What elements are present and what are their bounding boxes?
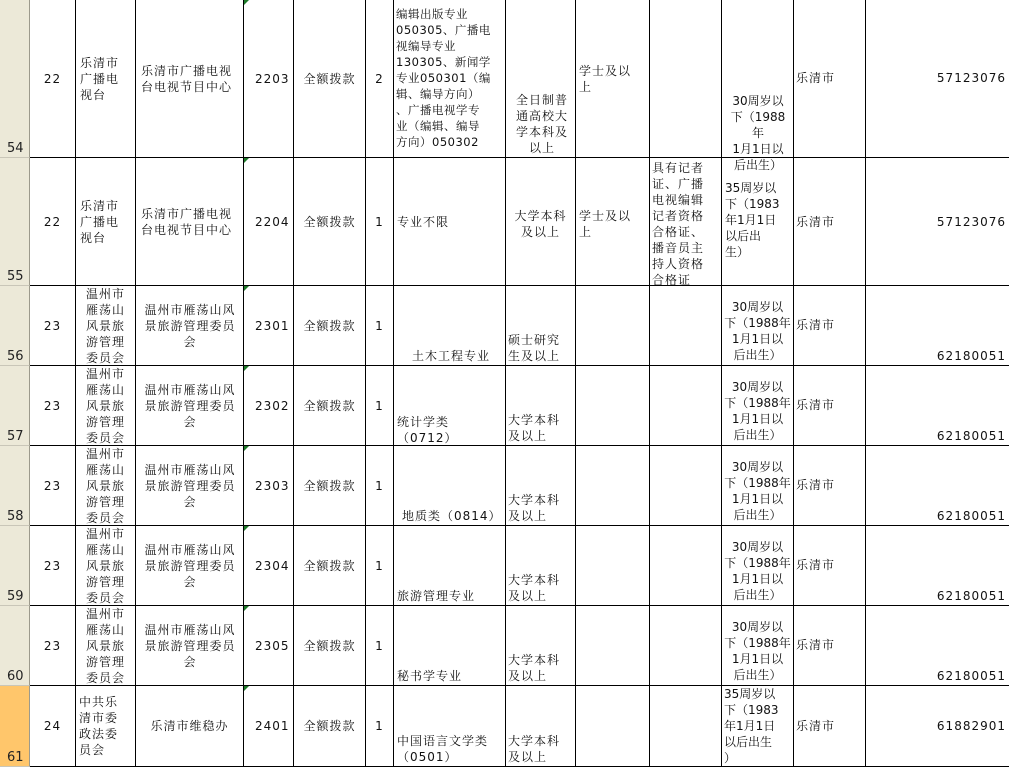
- cell-unit[interactable]: 温州市 雁荡山 风景旅 游管理 委员会: [76, 526, 136, 606]
- cell-major[interactable]: 秘书学专业: [394, 606, 506, 686]
- row-header[interactable]: 57: [0, 366, 30, 446]
- cell-position-code[interactable]: 2301: [244, 286, 294, 366]
- table-row[interactable]: [0, 446, 1009, 526]
- cell-department[interactable]: 温州市雁荡山风 景旅游管理委员 会: [136, 286, 244, 366]
- cell-education[interactable]: 大学本科 及以上: [506, 526, 576, 606]
- cell-age[interactable]: 30周岁以 下（1988年 1月1日以 后出生）: [722, 526, 794, 606]
- cell-remark[interactable]: 57123076: [866, 158, 1009, 286]
- cell-seq[interactable]: 23: [30, 446, 76, 526]
- cell-other-requirements[interactable]: [650, 606, 722, 686]
- cell-funding[interactable]: 全额拨款: [294, 286, 366, 366]
- cell-education[interactable]: 硕士研究 生及以上: [506, 286, 576, 366]
- row-header[interactable]: 55: [0, 158, 30, 286]
- row-header[interactable]: 56: [0, 286, 30, 366]
- cell-department[interactable]: 乐清市广播电视 台电视节目中心: [136, 158, 244, 286]
- cell-count[interactable]: 1: [366, 158, 394, 286]
- cell-unit[interactable]: 中共乐 清市委 政法委 员会: [76, 686, 136, 767]
- table-row[interactable]: [0, 286, 1009, 366]
- cell-other-requirements[interactable]: 具有记者 证、广播 电视编辑 记者资格 合格证、 播音员主 持人资格 合格证: [650, 158, 722, 286]
- cell-position-code[interactable]: 2303: [244, 446, 294, 526]
- cell-unit[interactable]: 温州市 雁荡山 风景旅 游管理 委员会: [76, 606, 136, 686]
- row-header[interactable]: 58: [0, 446, 30, 526]
- cell-education[interactable]: 大学本科 及以上: [506, 158, 576, 286]
- row-header[interactable]: 60: [0, 606, 30, 686]
- cell-other-requirements[interactable]: [650, 286, 722, 366]
- cell-major[interactable]: 统计学类 （0712）: [394, 366, 506, 446]
- cell-major[interactable]: 地质类（0814）: [394, 446, 506, 526]
- cell-remark[interactable]: 62180051: [866, 606, 1009, 686]
- cell-major[interactable]: 专业不限: [394, 158, 506, 286]
- cell-major[interactable]: 旅游管理专业: [394, 526, 506, 606]
- cell-seq[interactable]: 22: [30, 0, 76, 158]
- cell-seq[interactable]: 23: [30, 606, 76, 686]
- cell-major[interactable]: 编辑出版专业 050305、广播电 视编导专业 130305、新闻学 专业050301（编 辑、编导方向） 、广播电视学专 业（编辑、编导 方向）050302: [394, 0, 506, 158]
- cell-major[interactable]: 中国语言文学类 （0501）: [394, 686, 506, 767]
- cell-position-code[interactable]: 2203: [244, 0, 294, 158]
- cell-remark[interactable]: 57123076: [866, 0, 1009, 158]
- cell-degree[interactable]: 学士及以 上: [576, 0, 650, 158]
- cell-major[interactable]: 土木工程专业: [394, 286, 506, 366]
- cell-education[interactable]: 大学本科 及以上: [506, 446, 576, 526]
- table-row[interactable]: [0, 606, 1009, 686]
- cell-count[interactable]: 1: [366, 686, 394, 767]
- cell-funding[interactable]: 全额拨款: [294, 526, 366, 606]
- cell-department[interactable]: 乐清市维稳办: [136, 686, 244, 767]
- cell-remark[interactable]: 62180051: [866, 366, 1009, 446]
- cell-count[interactable]: 2: [366, 0, 394, 158]
- cell-count[interactable]: 1: [366, 606, 394, 686]
- cell-age[interactable]: 35周岁以 下（1983 年1月1日 以后出生 ）: [722, 686, 794, 767]
- cell-funding[interactable]: 全额拨款: [294, 366, 366, 446]
- cell-department[interactable]: 温州市雁荡山风 景旅游管理委员 会: [136, 366, 244, 446]
- cell-seq[interactable]: 24: [30, 686, 76, 767]
- table-row[interactable]: [0, 0, 1009, 172]
- cell-scope[interactable]: 乐清市: [794, 686, 866, 767]
- cell-degree[interactable]: [576, 366, 650, 446]
- row-header[interactable]: 54: [0, 0, 30, 158]
- cell-scope[interactable]: 乐清市: [794, 366, 866, 446]
- cell-department[interactable]: 温州市雁荡山风 景旅游管理委员 会: [136, 526, 244, 606]
- cell-seq[interactable]: 23: [30, 526, 76, 606]
- table-row[interactable]: [0, 686, 1009, 767]
- cell-position-code[interactable]: 2204: [244, 158, 294, 286]
- cell-scope[interactable]: 乐清市: [794, 0, 866, 158]
- cell-education[interactable]: 大学本科 及以上: [506, 606, 576, 686]
- cell-unit[interactable]: 乐清市 广播电 视台: [76, 0, 136, 158]
- cell-unit[interactable]: 乐清市 广播电 视台: [76, 158, 136, 286]
- cell-education[interactable]: 大学本科 及以上: [506, 366, 576, 446]
- cell-position-code[interactable]: 2302: [244, 366, 294, 446]
- cell-count[interactable]: 1: [366, 286, 394, 366]
- cell-department[interactable]: 温州市雁荡山风 景旅游管理委员 会: [136, 606, 244, 686]
- cell-degree[interactable]: [576, 286, 650, 366]
- cell-funding[interactable]: 全额拨款: [294, 446, 366, 526]
- table-row[interactable]: [0, 366, 1009, 446]
- cell-education[interactable]: 大学本科 及以上: [506, 686, 576, 767]
- cell-remark[interactable]: 62180051: [866, 446, 1009, 526]
- cell-age[interactable]: 35周岁以 下（1983 年1月1日 以后出 生）: [722, 158, 794, 286]
- cell-age[interactable]: 30周岁以 下（1988年 1月1日以 后出生）: [722, 0, 794, 158]
- cell-other-requirements[interactable]: [650, 526, 722, 606]
- cell-seq[interactable]: 23: [30, 366, 76, 446]
- cell-age[interactable]: 30周岁以 下（1988年 1月1日以 后出生）: [722, 366, 794, 446]
- cell-degree[interactable]: 学士及以 上: [576, 158, 650, 286]
- cell-degree[interactable]: [576, 526, 650, 606]
- cell-funding[interactable]: 全额拨款: [294, 0, 366, 158]
- cell-position-code[interactable]: 2305: [244, 606, 294, 686]
- cell-unit[interactable]: 温州市 雁荡山 风景旅 游管理 委员会: [76, 446, 136, 526]
- cell-seq[interactable]: 22: [30, 158, 76, 286]
- cell-other-requirements[interactable]: [650, 686, 722, 767]
- cell-degree[interactable]: [576, 606, 650, 686]
- cell-scope[interactable]: 乐清市: [794, 446, 866, 526]
- cell-age[interactable]: 30周岁以 下（1988年 1月1日以 后出生）: [722, 286, 794, 366]
- row-header[interactable]: 59: [0, 526, 30, 606]
- cell-funding[interactable]: 全额拨款: [294, 158, 366, 286]
- cell-other-requirements[interactable]: [650, 366, 722, 446]
- cell-department[interactable]: 乐清市广播电视 台电视节目中心: [136, 0, 244, 158]
- cell-age[interactable]: 30周岁以 下（1988年 1月1日以 后出生）: [722, 606, 794, 686]
- cell-remark[interactable]: 61882901: [866, 686, 1009, 767]
- cell-scope[interactable]: 乐清市: [794, 526, 866, 606]
- cell-count[interactable]: 1: [366, 446, 394, 526]
- cell-education[interactable]: 全日制普 通高校大 学本科及 以上: [506, 0, 576, 158]
- cell-age[interactable]: 30周岁以 下（1988年 1月1日以 后出生）: [722, 446, 794, 526]
- row-header[interactable]: 61: [0, 686, 30, 767]
- cell-remark[interactable]: 62180051: [866, 526, 1009, 606]
- cell-unit[interactable]: 温州市 雁荡山 风景旅 游管理 委员会: [76, 366, 136, 446]
- cell-remark[interactable]: 62180051: [866, 286, 1009, 366]
- cell-position-code[interactable]: 2401: [244, 686, 294, 767]
- table-row[interactable]: [0, 526, 1009, 606]
- cell-funding[interactable]: 全额拨款: [294, 686, 366, 767]
- cell-seq[interactable]: 23: [30, 286, 76, 366]
- cell-unit[interactable]: 温州市 雁荡山 风景旅 游管理 委员会: [76, 286, 136, 366]
- cell-scope[interactable]: 乐清市: [794, 606, 866, 686]
- cell-other-requirements[interactable]: [650, 446, 722, 526]
- cell-funding[interactable]: 全额拨款: [294, 606, 366, 686]
- cell-scope[interactable]: 乐清市: [794, 158, 866, 286]
- cell-other-requirements[interactable]: [650, 0, 722, 158]
- table-row[interactable]: [0, 158, 1009, 286]
- cell-count[interactable]: 1: [366, 526, 394, 606]
- cell-degree[interactable]: [576, 686, 650, 767]
- cell-department[interactable]: 温州市雁荡山风 景旅游管理委员 会: [136, 446, 244, 526]
- cell-degree[interactable]: [576, 446, 650, 526]
- cell-scope[interactable]: 乐清市: [794, 286, 866, 366]
- cell-position-code[interactable]: 2304: [244, 526, 294, 606]
- cell-count[interactable]: 1: [366, 366, 394, 446]
